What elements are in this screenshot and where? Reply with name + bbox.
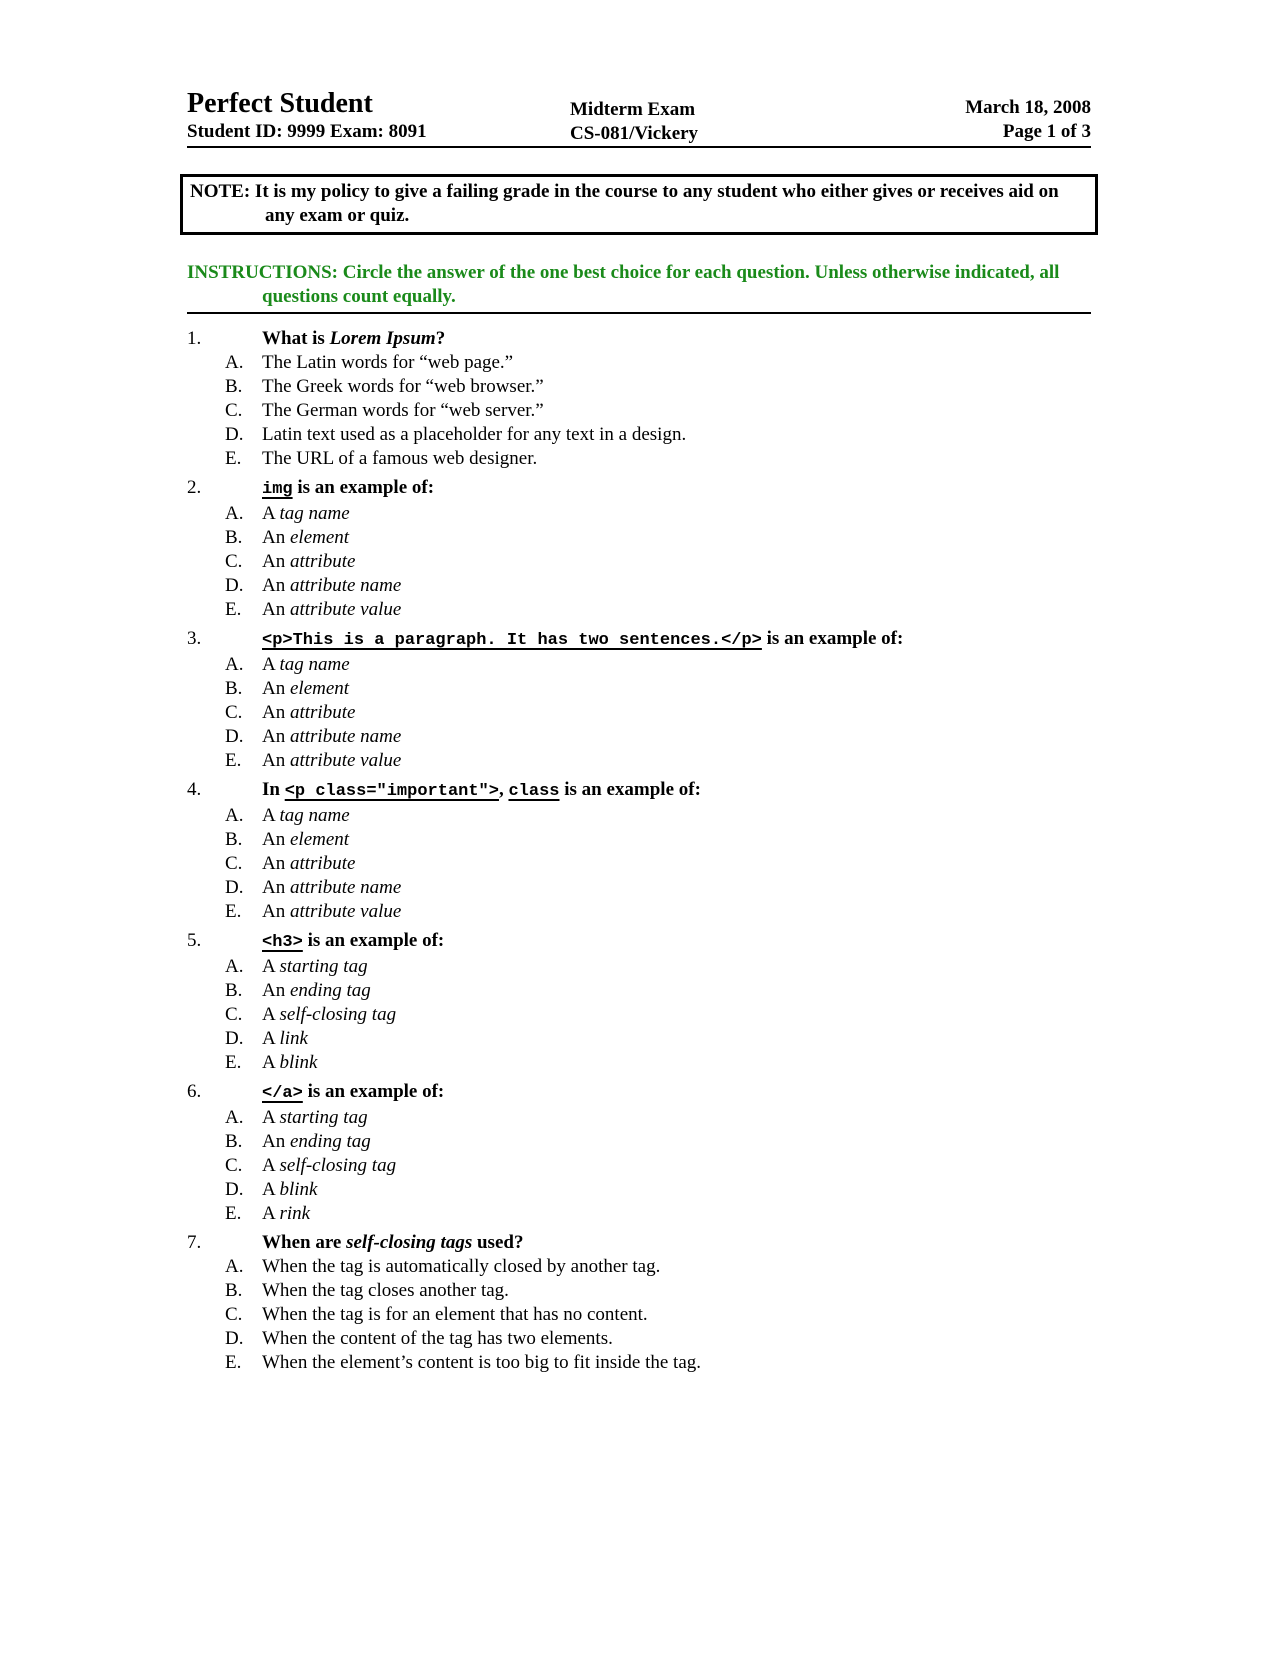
choice-text: An [262, 980, 290, 1001]
choice-letter[interactable]: C. [225, 702, 243, 723]
choice-letter[interactable]: D. [225, 877, 244, 898]
answer-choice-b[interactable] [187, 526, 1091, 550]
answer-choice-c[interactable] [187, 399, 1091, 423]
choice-text: tag name [279, 805, 350, 826]
stem-text: self-closing tags [346, 1232, 473, 1253]
choice-text: element [289, 829, 350, 850]
choice-text: An [262, 853, 290, 874]
choice-text: When the tag is automatically closed by another tag. [262, 1256, 661, 1277]
choice-text: An [262, 702, 290, 723]
question-7 [187, 1231, 1091, 1375]
instructions [187, 261, 1091, 314]
choice-text: element [289, 527, 350, 548]
question-stem [187, 476, 1091, 502]
question-stem [187, 1231, 1091, 1255]
choice-text: An [262, 877, 290, 898]
choice-text: attribute name [289, 726, 402, 747]
answer-choice-d[interactable] [187, 423, 1091, 447]
answer-choice-a[interactable] [187, 955, 1091, 979]
answer-choice-e[interactable] [187, 598, 1091, 622]
choice-letter[interactable]: D. [225, 1179, 244, 1200]
choice-text: An [262, 750, 290, 771]
choice-letter[interactable]: E. [225, 599, 242, 620]
choice-letter[interactable]: B. [225, 1280, 243, 1301]
answer-choice-c[interactable] [187, 1303, 1091, 1327]
answer-choice-c[interactable] [187, 852, 1091, 876]
choice-text: attribute value [289, 750, 402, 771]
choice-letter[interactable]: C. [225, 1304, 243, 1325]
code-snippet: </a> [262, 1084, 303, 1103]
header-right [965, 96, 1091, 144]
answer-choice-d[interactable] [187, 725, 1091, 749]
choice-text: A [262, 1155, 280, 1176]
policy-note-text [190, 180, 1087, 228]
stem-text: used? [472, 1232, 524, 1253]
choice-letter[interactable]: C. [225, 1155, 243, 1176]
choice-text: element [289, 678, 350, 699]
choice-text: An [262, 599, 290, 620]
answer-choice-d[interactable] [187, 876, 1091, 900]
choice-text: self-closing tag [279, 1004, 397, 1025]
choice-letter[interactable]: D. [225, 424, 244, 445]
answer-choice-e[interactable] [187, 900, 1091, 924]
choice-text: blink [279, 1179, 318, 1200]
code-snippet: class [508, 782, 560, 801]
instructions-line-1: INSTRUCTIONS: Circle the answer of the one best choice for each question. Unless otherwise [187, 262, 951, 283]
instructions-line-2: indicated, all questions count equally. [262, 262, 1060, 307]
choice-text: A [262, 654, 280, 675]
choice-text: ending tag [289, 980, 371, 1001]
choice-letter[interactable]: E. [225, 448, 242, 469]
choice-letter[interactable]: D. [225, 1028, 244, 1049]
choice-text: Latin text used as a placeholder for any text in a design. [262, 424, 687, 445]
choice-letter[interactable]: A. [225, 503, 244, 524]
question-2 [187, 476, 1091, 622]
choice-text: An [262, 726, 290, 747]
choice-text: When the tag closes another tag. [262, 1280, 509, 1301]
choice-text: An [262, 575, 290, 596]
choice-letter[interactable]: E. [225, 1052, 242, 1073]
choice-letter[interactable]: C. [225, 400, 243, 421]
choice-text: blink [279, 1052, 318, 1073]
question-number: 2. [187, 477, 202, 498]
code-snippet: <p>This is a paragraph. It has two sentences.</p> [262, 631, 762, 650]
choice-text: link [279, 1028, 308, 1049]
choice-letter[interactable]: A. [225, 654, 244, 675]
question-number: 7. [187, 1232, 202, 1253]
answer-choice-c[interactable] [187, 1003, 1091, 1027]
answer-choice-c[interactable] [187, 701, 1091, 725]
stem-text: What is [262, 328, 330, 349]
stem-text: , [498, 779, 509, 800]
choice-letter[interactable]: A. [225, 805, 244, 826]
stem-text: is an example of: [761, 628, 904, 649]
answer-choice-a[interactable] [187, 502, 1091, 526]
choice-letter[interactable]: C. [225, 1004, 243, 1025]
choice-letter[interactable]: B. [225, 376, 243, 397]
answer-choice-c[interactable] [187, 1154, 1091, 1178]
choice-letter[interactable]: A. [225, 1107, 244, 1128]
choice-text: attribute [289, 702, 356, 723]
choice-letter[interactable]: E. [225, 1352, 242, 1373]
stem-text: Lorem Ipsum [329, 328, 436, 349]
answer-choice-e[interactable] [187, 447, 1091, 471]
exam-page [187, 88, 1091, 1375]
question-number: 5. [187, 930, 202, 951]
student-name: Perfect Student [187, 88, 373, 119]
answer-choice-a[interactable] [187, 653, 1091, 677]
choice-text: attribute name [289, 877, 402, 898]
stem-text: is an example of: [292, 477, 435, 498]
choice-text: A [262, 1107, 280, 1128]
choice-text: attribute value [289, 901, 402, 922]
answer-choice-b[interactable] [187, 1279, 1091, 1303]
question-stem [187, 778, 1091, 804]
choice-text: The Greek words for “web browser.” [262, 376, 544, 397]
exam-title: Midterm Exam [570, 99, 696, 120]
answer-choice-d[interactable] [187, 574, 1091, 598]
exam-date: March 18, 2008 [965, 97, 1091, 118]
stem-text: In [262, 779, 285, 800]
choice-text: When the tag is for an element that has no content. [262, 1304, 648, 1325]
choice-letter[interactable]: B. [225, 829, 243, 850]
student-id-line: Student ID: 9999 Exam: 8091 [187, 121, 427, 142]
choice-text: starting tag [279, 956, 368, 977]
answer-choice-b[interactable] [187, 828, 1091, 852]
choice-text: A [262, 956, 280, 977]
code-snippet: img [262, 480, 293, 499]
question-stem [187, 627, 1091, 653]
question-stem [187, 929, 1091, 955]
question-number: 4. [187, 779, 202, 800]
question-1 [187, 327, 1091, 471]
question-number: 6. [187, 1081, 202, 1102]
choice-letter[interactable]: A. [225, 956, 244, 977]
choice-text: self-closing tag [279, 1155, 397, 1176]
answer-choice-e[interactable] [187, 1202, 1091, 1226]
page-header [187, 88, 1091, 148]
choice-letter[interactable]: D. [225, 726, 244, 747]
stem-text: is an example of: [302, 930, 445, 951]
choice-text: An [262, 551, 290, 572]
question-5 [187, 929, 1091, 1075]
instructions-text [187, 261, 1091, 309]
choice-text: An [262, 678, 290, 699]
header-center [570, 98, 698, 146]
stem-text: ? [435, 328, 446, 349]
answer-choice-d[interactable] [187, 1178, 1091, 1202]
choice-text: A [262, 1052, 280, 1073]
code-snippet: <h3> [262, 933, 303, 952]
answer-choice-e[interactable] [187, 1051, 1091, 1075]
note-line-2: aid on any exam or quiz. [265, 181, 1059, 226]
stem-text: is an example of: [302, 1081, 445, 1102]
stem-text: When are [262, 1232, 347, 1253]
answer-choice-a[interactable] [187, 351, 1091, 375]
choice-text: An [262, 901, 290, 922]
page-number: Page 1 of 3 [1002, 121, 1091, 142]
policy-note-box [180, 174, 1098, 235]
answer-choice-b[interactable] [187, 1130, 1091, 1154]
answer-choice-a[interactable] [187, 1255, 1091, 1279]
question-stem [187, 327, 1091, 351]
question-number: 3. [187, 628, 202, 649]
choice-text: The German words for “web server.” [262, 400, 544, 421]
choice-text: A [262, 503, 280, 524]
answer-choice-b[interactable] [187, 979, 1091, 1003]
answer-choice-d[interactable] [187, 1327, 1091, 1351]
choice-letter[interactable]: D. [225, 575, 244, 596]
choice-text: attribute [289, 551, 356, 572]
choice-text: tag name [279, 503, 350, 524]
answer-choice-b[interactable] [187, 375, 1091, 399]
choice-letter[interactable]: D. [225, 1328, 244, 1349]
code-snippet: <p class="important"> [284, 782, 499, 801]
choice-text: When the content of the tag has two elements. [262, 1328, 613, 1349]
choice-text: An [262, 527, 290, 548]
answer-choice-e[interactable] [187, 749, 1091, 773]
answer-choice-e[interactable] [187, 1351, 1091, 1375]
choice-letter[interactable]: A. [225, 352, 244, 373]
choice-letter[interactable]: B. [225, 527, 243, 548]
answer-choice-d[interactable] [187, 1027, 1091, 1051]
note-line-1: NOTE: It is my policy to give a failing grade in the course to any student who either gives or receives [190, 181, 1004, 202]
answer-choice-a[interactable] [187, 804, 1091, 828]
choice-text: ending tag [289, 1131, 371, 1152]
header-left [187, 88, 427, 144]
choice-text: starting tag [279, 1107, 368, 1128]
choice-text: When the element’s content is too big to fit inside the tag. [262, 1352, 702, 1373]
choice-text: A [262, 1004, 280, 1025]
choice-letter[interactable]: E. [225, 1203, 242, 1224]
question-3 [187, 627, 1091, 773]
choice-letter[interactable]: A. [225, 1256, 244, 1277]
answer-choice-b[interactable] [187, 677, 1091, 701]
choice-letter[interactable]: B. [225, 1131, 243, 1152]
choice-text: rink [279, 1203, 311, 1224]
choice-letter[interactable]: E. [225, 901, 242, 922]
choice-letter[interactable]: B. [225, 980, 243, 1001]
choice-text: An [262, 829, 290, 850]
question-6 [187, 1080, 1091, 1226]
choice-letter[interactable]: B. [225, 678, 243, 699]
choice-letter[interactable]: C. [225, 551, 243, 572]
question-number: 1. [187, 328, 202, 349]
choice-text: An [262, 1131, 290, 1152]
answer-choice-c[interactable] [187, 550, 1091, 574]
answer-choice-a[interactable] [187, 1106, 1091, 1130]
choice-text: attribute [289, 853, 356, 874]
choice-letter[interactable]: C. [225, 853, 243, 874]
question-4 [187, 778, 1091, 924]
question-stem [187, 1080, 1091, 1106]
choice-text: A [262, 1203, 280, 1224]
choice-text: A [262, 1028, 280, 1049]
choice-text: tag name [279, 654, 350, 675]
choice-text: attribute value [289, 599, 402, 620]
choice-letter[interactable]: E. [225, 750, 242, 771]
choice-text: The URL of a famous web designer. [262, 448, 538, 469]
course-name: CS-081/Vickery [570, 123, 699, 144]
choice-text: A [262, 805, 280, 826]
choice-text: A [262, 1179, 280, 1200]
choice-text: attribute name [289, 575, 402, 596]
stem-text: is an example of: [559, 779, 701, 800]
choice-text: The Latin words for “web page.” [262, 352, 514, 373]
question-list [187, 327, 1091, 1375]
